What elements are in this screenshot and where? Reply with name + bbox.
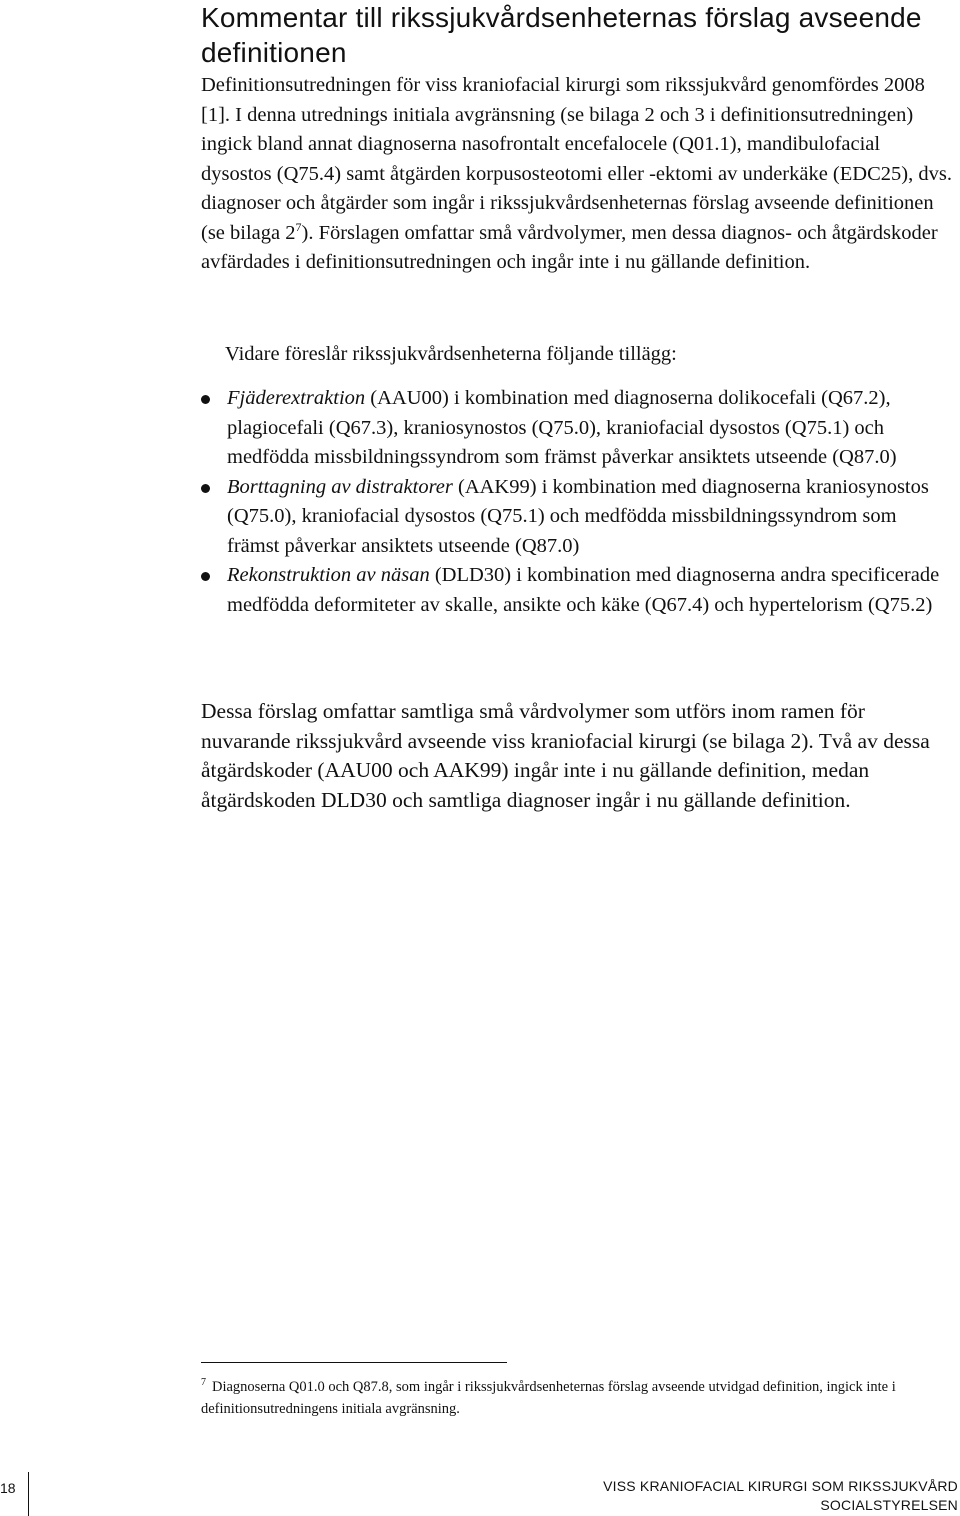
footnote-number: 7 [201,1377,206,1389]
footnote-divider [201,1362,507,1363]
page-number-divider [28,1472,29,1516]
bullet-icon [201,572,210,581]
page-number: 18 [0,1480,16,1496]
bullet-icon [201,395,210,404]
procedure-description: (AAU00) i kombination med diagnoserna dolikocefali (Q67.2), plagiocefali (Q67.3), kraniosynostos (Q75.0), kraniofacial dysostos (Q75.1) och medfödda missbildningssyndrom som främst påverkar ansiktets utseende (Q87.0) [227,387,897,468]
procedure-name: Fjäderextraktion [227,387,366,409]
footnote [201,1376,956,1420]
procedure-description: (DLD30) i kombination med diagnoserna andra specificerade medfödda deformiteter av skalle, ansikte och käke (Q67.4) och hypertelorism (Q75.2) [227,564,940,616]
proposal-list [201,384,953,620]
paragraph-proposals-intro: Vidare föreslår rikssjukvårdsenheterna följande tillägg: [225,343,677,365]
paragraph-summary: Dessa förslag omfattar samtliga små vårdvolymer som utförs inom ramen för nuvarande rikssjukvård avseende viss kraniofacial kirurgi (se bilaga 2). Två av dessa åtgärdskoder (AAU00 och AAK99) ingår inte i nu gällande definition, medan åtgärdskoden DLD30 och samtliga diagnoser ingår i nu gällande definition. [201,699,930,812]
bullet-icon [201,484,210,493]
procedure-name: Rekonstruktion av näsan [227,564,430,586]
footer-document-title: VISS KRANIOFACIAL KIRURGI SOM RIKSSJUKVÅRD [603,1478,958,1494]
paragraph-text-part-b: ). Förslagen omfattar små vårdvolymer, men dessa diagnos- och åtgärdskoder avfärdades i definitionsutredningen och ingår inte i nu gällande definition. [201,221,938,273]
list-item [201,473,953,562]
list-item [201,384,953,473]
procedure-name: Borttagning av distraktorer [227,475,453,498]
procedure-description: (AAK99) i kombination med diagnoserna kraniosynostos (Q75.0), kraniofacial dysostos (Q75.1) och medfödda missbildningssyndrom som främst påverkar ansiktets utseende (Q87.0) [227,475,929,557]
footnote-text: Diagnoserna Q01.0 och Q87.8, som ingår i rikssjukvårdsenheternas förslag avseende utvidgad definition, ingick inte i definitionsutredningens initiala avgränsning. [201,1379,896,1417]
footnote-reference[interactable]: 7 [295,219,302,234]
paragraph-text-part-a: Definitionsutredningen för viss kraniofacial kirurgi som rikssjukvård genomfördes 2008 [1]. I denna utrednings initiala avgränsning (se bilaga 2 och 3 i definitionsutredningen) ingick bland annat diagnoserna nasofrontalt encefalocele (Q01.1), mandibulofacial dysostos (Q75.4) samt åtgärden korpusosteotomi eller -ektomi av underkäke (EDC25), dvs. diagnoser och åtgärder som ingår i rikssjukvårdsenheternas förslag avseende definitionen (se bilaga 2 [201,74,952,244]
section-heading: Kommentar till rikssjukvårdsenheternas förslag avseende definitionen [201,2,922,68]
list-item [201,561,953,620]
paragraph-definition-study [201,71,953,278]
footer-organization: SOCIALSTYRELSEN [820,1497,958,1513]
